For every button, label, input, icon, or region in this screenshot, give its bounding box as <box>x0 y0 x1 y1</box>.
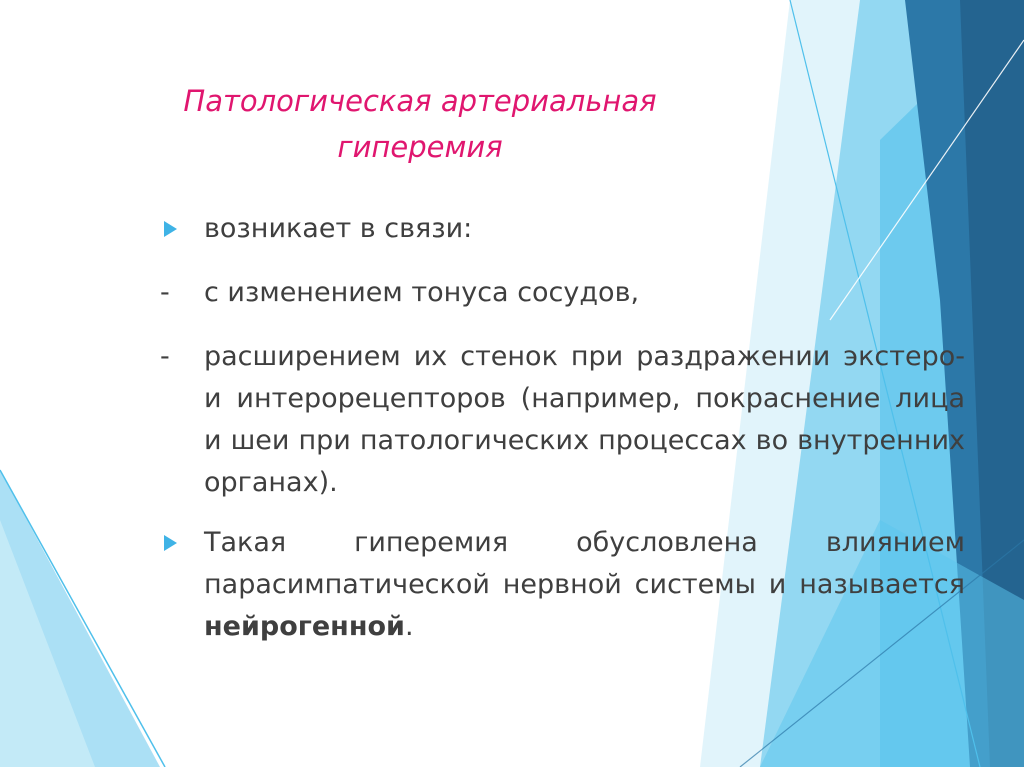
title-line-1: Патологическая артериальная <box>183 84 657 118</box>
list-item-3-text: расширением их стенок при раздражении экстеро- и интерорецепторов (например, покраснение лица и шеи при патологических процессах во внутренних органах). <box>204 341 965 498</box>
content-body <box>160 208 965 648</box>
list-item-2-text: с изменением тонуса сосудов, <box>204 277 640 308</box>
list-item-4-suffix: . <box>404 611 414 642</box>
list-item-1-text: возникает в связи: <box>204 213 473 244</box>
list-item-4-text <box>204 522 965 648</box>
list-item-2-marker: - <box>160 277 170 308</box>
list-item-3 <box>160 336 965 504</box>
list-item-2 <box>160 272 965 314</box>
list-item-4 <box>160 522 965 648</box>
triangle-bullet-icon <box>164 221 177 237</box>
list-item-1 <box>160 208 965 250</box>
slide-title <box>60 78 780 170</box>
triangle-bullet-icon <box>164 535 177 551</box>
list-item-3-marker: - <box>160 341 170 372</box>
title-line-2: гиперемия <box>337 130 503 164</box>
list-item-4-main-text: Такая гиперемия обусловлена влиянием парасимпатической нервной системы и называется <box>204 527 965 600</box>
emphasis-text: нейрогенной <box>204 611 405 642</box>
